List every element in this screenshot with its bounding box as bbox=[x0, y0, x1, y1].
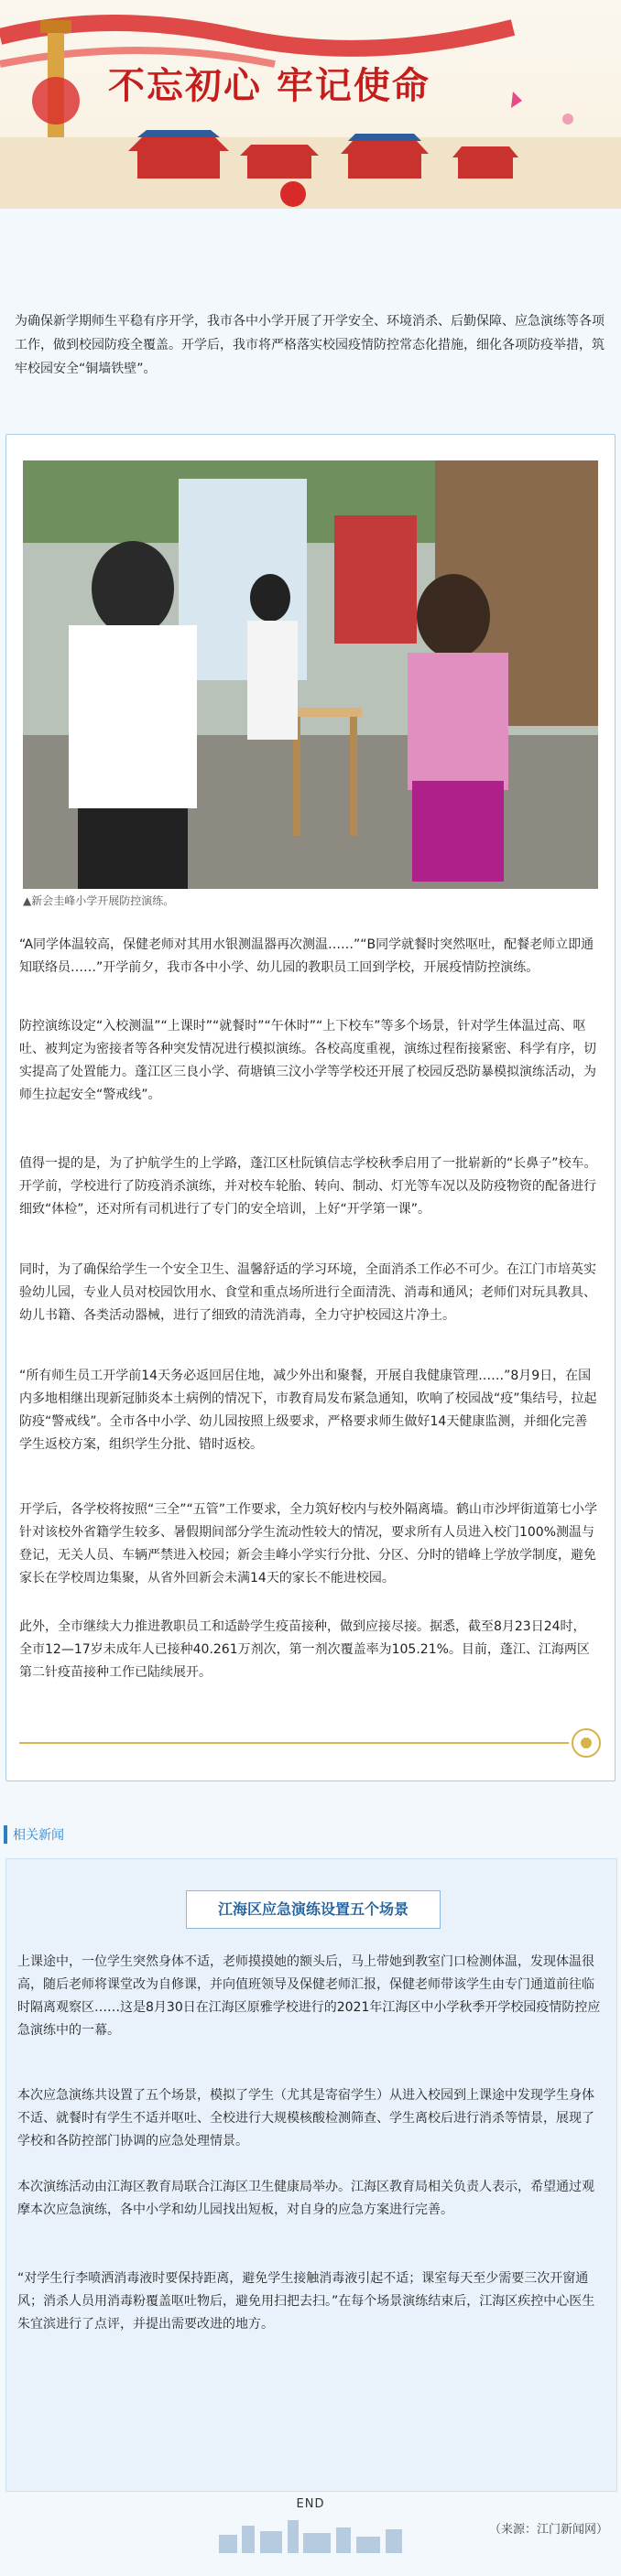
related-news-box bbox=[5, 1858, 617, 2492]
related-paragraph: “对学生行李喷洒消毒液时要保持距离，避免学生接触消毒液引起不适；课室每天至少需要三次开窗通风；消杀人员用消毒粉覆盖呕吐物后，避免用扫把去扫。”在每个场景演练结束后，江海区疾控中心医生朱宜滨进行了点评，并提出需要改进的地方。 bbox=[17, 2271, 595, 2332]
related-paragraph: 上课途中，一位学生突然身体不适，老师摸摸她的额头后，马上带她到教室门口检测体温，发现体温很高，随后老师将课堂改为自修课，并向值班领导及保健老师汇报，保健老师带该学生由专门通道前往临时隔离观察区……这是8月30日在江海区原雅学校进行的2021年江海区中小学秋季开学校园疫情防控应急演练中的一幕。 bbox=[17, 1954, 601, 2038]
end-marker bbox=[0, 2497, 621, 2557]
article-photo bbox=[23, 460, 598, 889]
article-paragraph: 值得一提的是，为了护航学生的上学路，蓬江区杜阮镇信志学校秋季启用了一批崭新的“长鼻子”校车。开学前，学校进行了防疫消杀演练，并对校车轮胎、转向、制动、灯光等车况以及防疫物资的配备进行细致“体检”，还对所有司机进行了专门的安全培训，上好“开学第一课”。 bbox=[19, 1156, 597, 1217]
article-paragraph: 开学后，各学校将按照“三全”“五管”工作要求，全力筑好校内与校外隔离墙。鹤山市沙坪街道第七小学针对该校外省籍学生较多、暑假期间部分学生流动性较大的情况，要求所有人员进入校门100%测温与登记，无关人员、车辆严禁进入校园；新会圭峰小学实行分批、分区、分时的错峰上学放学制度，避免家长在学校周边集聚，从省外回新会未满14天的家长不能进校园。 bbox=[19, 1502, 598, 1586]
skyline-icon bbox=[210, 2516, 411, 2553]
article-paragraph: 同时，为了确保给学生一个安全卫生、温馨舒适的学习环境，全面消杀工作必不可少。在江门市培英实验幼儿园，专业人员对校园饮用水、食堂和重点场所进行全面清洗、消毒和通风；老师们对玩具教具、幼儿书籍、各类活动器械，进行了细致的清洗消毒，全力守护校园这片净土。 bbox=[19, 1262, 596, 1323]
photo-illustration bbox=[23, 460, 598, 889]
lead-paragraph: 为确保新学期师生平稳有序开学，我市各中小学开展了开学安全、环境消杀、后勤保障、应急演练等各项工作，做到校园防疫全覆盖。开学后，我市将严格落实校园疫情防控常态化措施，细化各项防疫举措，筑牢校园安全“铜墙铁壁”。 bbox=[15, 314, 605, 376]
header-banner bbox=[0, 0, 621, 209]
related-paragraph: 本次演练活动由江海区教育局联合江海区卫生健康局举办。江海区教育局相关负责人表示，希望通过观摩本次应急演练，各中小学和幼儿园找出短板，对自身的应急方案进行完善。 bbox=[17, 2180, 594, 2217]
related-news-title[interactable]: 江海区应急演练设置五个场景 bbox=[186, 1890, 441, 1929]
end-text: END bbox=[296, 2497, 325, 2511]
decorative-icon bbox=[571, 1727, 602, 1759]
article-paragraph: “A同学体温较高，保健老师对其用水银测温器再次测温……”“B同学就餐时突然呕吐，配餐老师立即通知联络员……”开学前夕，我市各中小学、幼儿园的教职员工回到学校，开展疫情防控演练。 bbox=[19, 937, 594, 975]
photo-caption: ▲新会圭峰小学开展防控演练。 bbox=[23, 894, 175, 907]
source-note: （来源：江门新闻网） bbox=[488, 2523, 608, 2537]
article-card bbox=[5, 434, 616, 1781]
article-paragraph: 此外，全市继续大力推进教职员工和适龄学生疫苗接种，做到应接尽接。据悉，截至8月23日24时，全市12—17岁未成年人已接种40.261万剂次，第一剂次覆盖率为105.21%。目前，蓬江、江海两区第二针疫苗接种工作已陆续展开。 bbox=[19, 1619, 590, 1680]
related-news-label: 相关新闻 bbox=[13, 1828, 64, 1843]
related-paragraph: 本次应急演练共设置了五个场景，模拟了学生（尤其是寄宿学生）从进入校园到上课途中发现学生身体不适、就餐时有学生不适并呕吐、全校进行大规模核酸检测筛查、学生离校后进行消杀等情景，展现了学校和各防控部门协调的应急处理情景。 bbox=[17, 2088, 594, 2148]
divider bbox=[19, 1742, 569, 1744]
banner-title: 不忘初心 牢记使命 bbox=[108, 64, 430, 107]
section-marker bbox=[4, 1825, 7, 1844]
article-paragraph: “所有师生员工开学前14天务必返回居住地，减少外出和聚餐，开展自我健康管理……”8月9日，在国内多地相继出现新冠肺炎本土病例的情况下，市教育局发布紧急通知，吹响了校园战“疫”集结号，拉起防疫“警戒线”。全市各中小学、幼儿园按照上级要求，严格要求师生做好14天健康监测，并细化完善学生返校方案，组织学生分批、错时返校。 bbox=[19, 1369, 597, 1452]
article-paragraph: 防控演练设定“入校测温”“上课时”“就餐时”“午休时”“上下校车”等多个场景，针对学生体温过高、呕吐、被判定为密接者等各种突发情况进行模拟演练。各校高度重视，演练过程衔接紧密、科学有序，切实提高了处置能力。蓬江区三良小学、荷塘镇三汶小学等学校还开展了校园反恐防暴模拟演练活动，为师生拉起安全“警戒线”。 bbox=[19, 1019, 596, 1102]
